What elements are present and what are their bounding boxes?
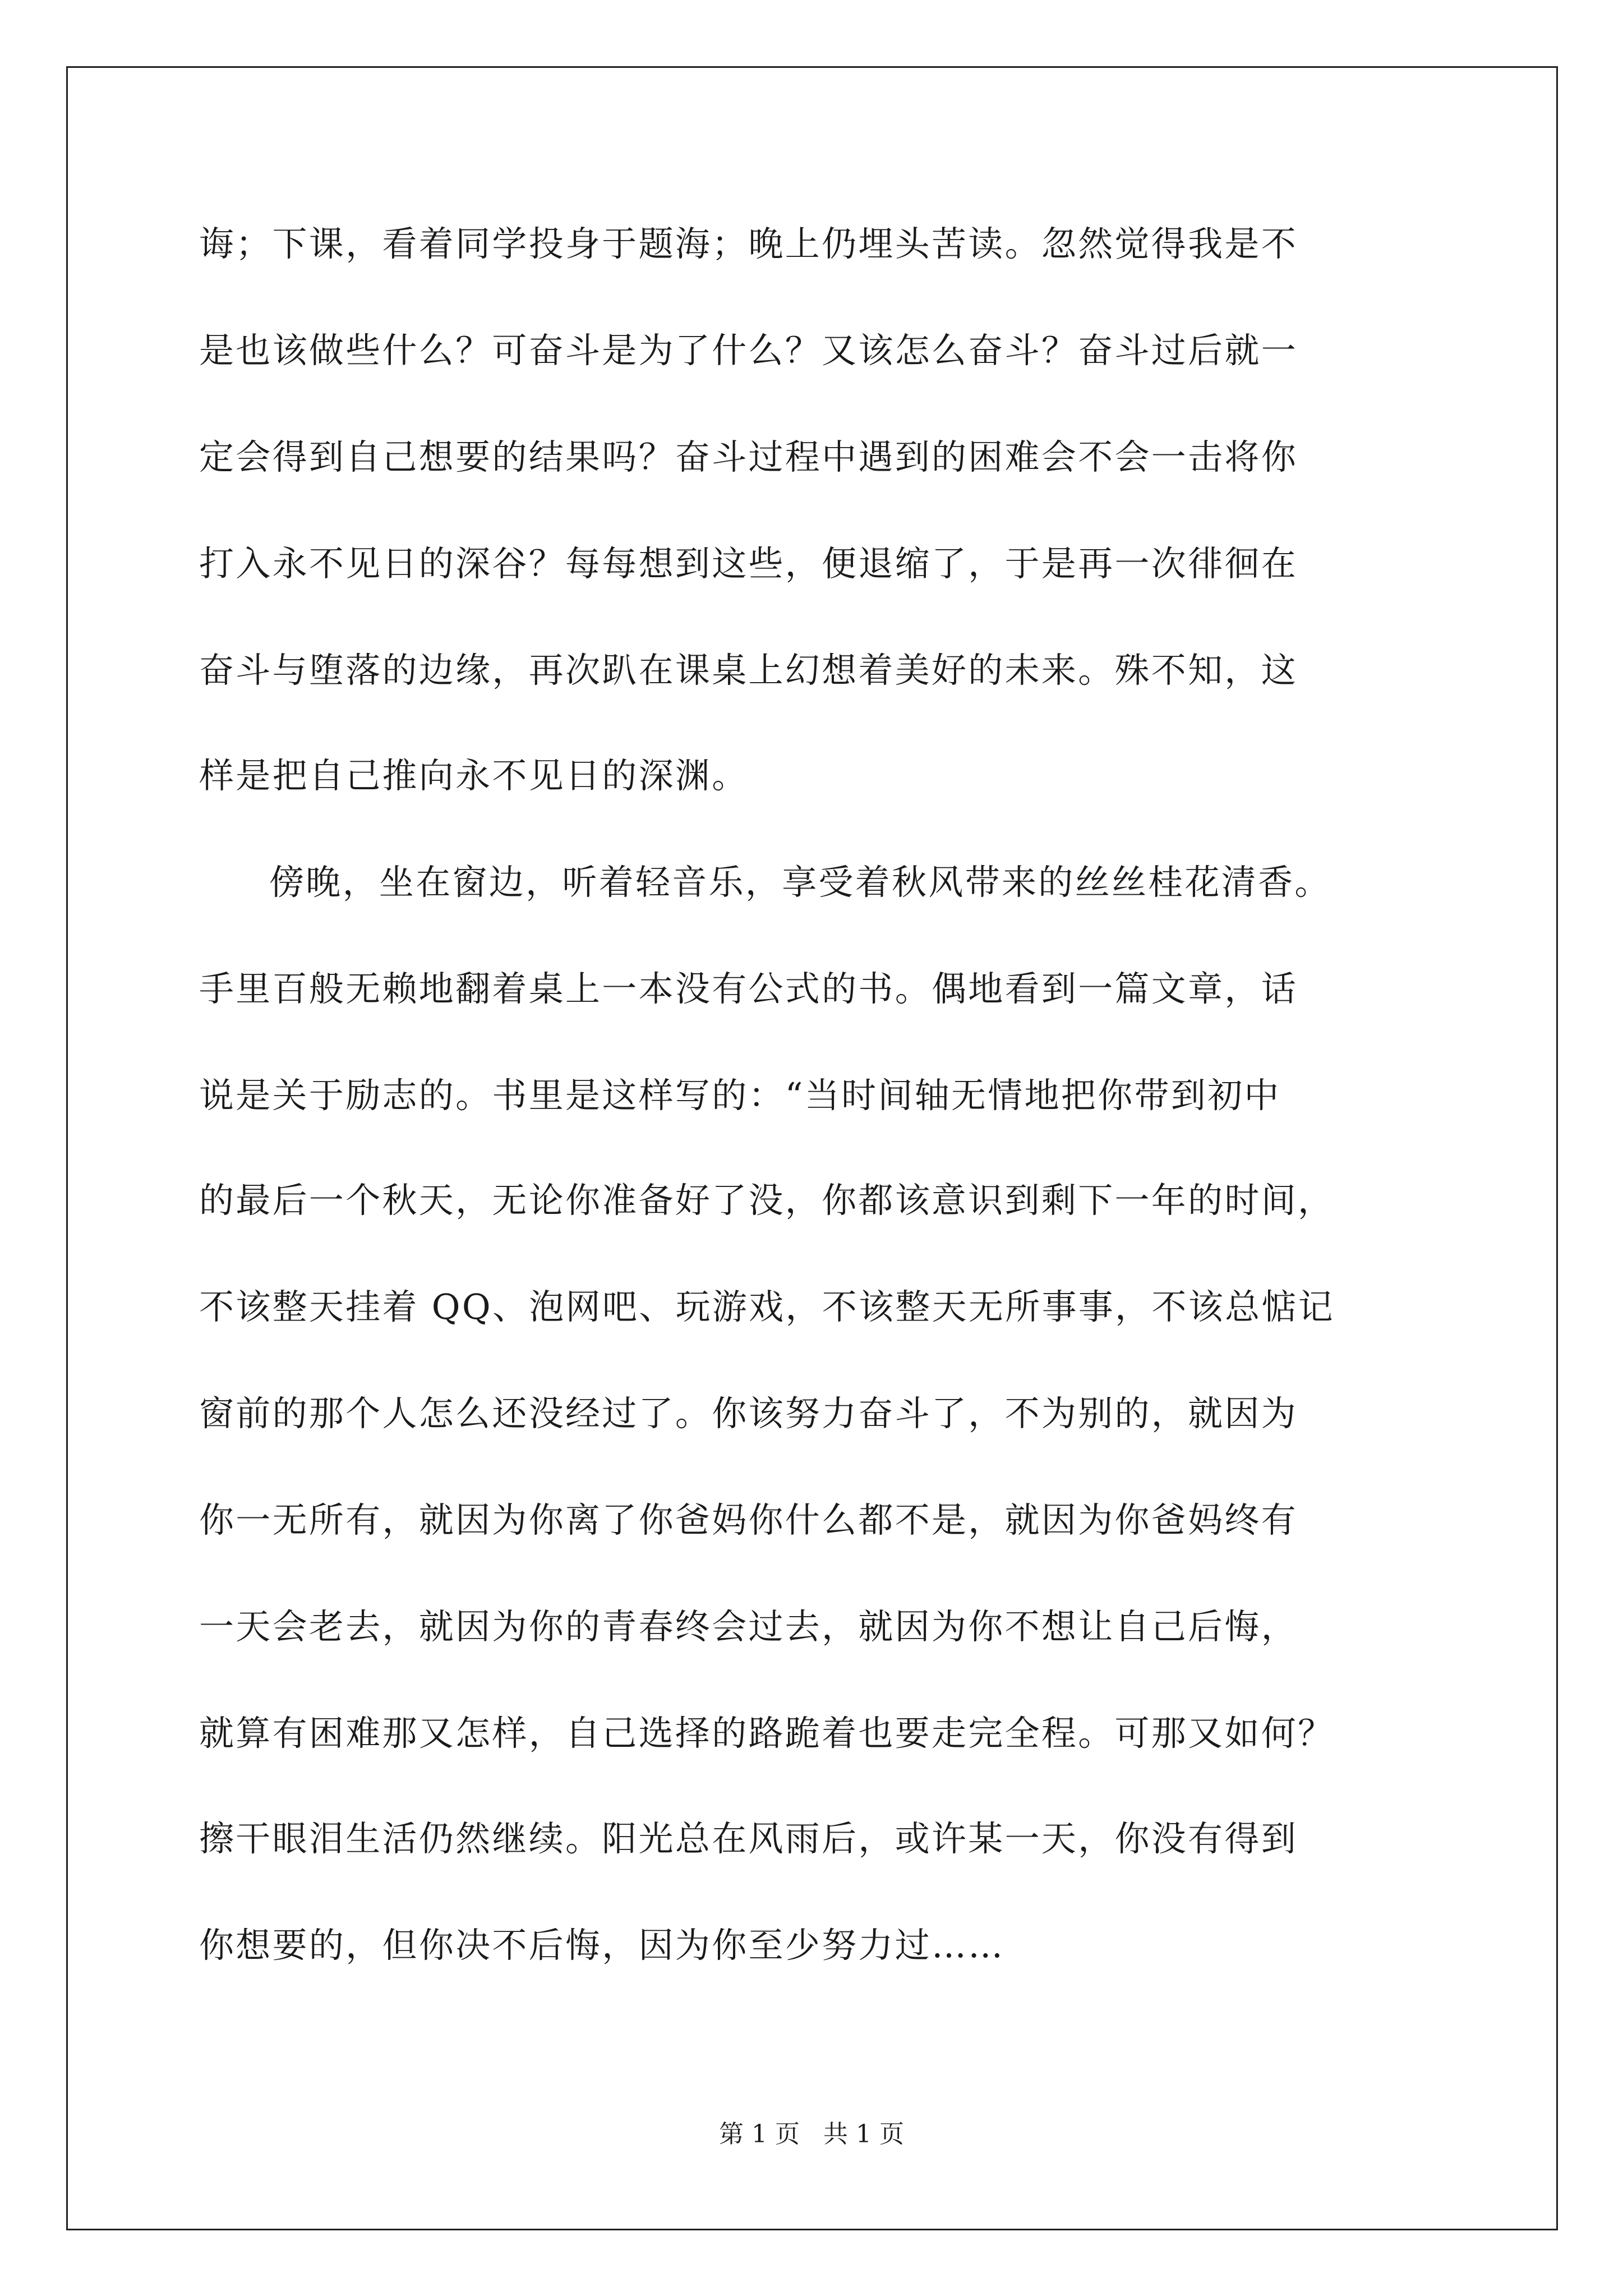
- text-line: 的最后一个秋天，无论你准备好了没，你都该意识到剩下一年的时间，: [199, 1180, 1335, 1221]
- page-number-footer: 第 1 页 共 1 页: [719, 2120, 904, 2148]
- text-line: 样是把自己推向永不见日的深渊。: [199, 755, 749, 796]
- text-line: 奋斗与堕落的边缘，再次趴在课桌上幻想着美好的未来。殊不知，这: [199, 650, 1298, 691]
- text-line: 诲；下课，看着同学投身于题海；晚上仍埋头苦读。忽然觉得我是不: [199, 223, 1298, 264]
- text-line: 擦干眼泪生活仍然继续。阳光总在风雨后，或许某一天，你没有得到: [199, 1818, 1298, 1859]
- text-line: 说是关于励志的。书里是这样写的：“当时间轴无情地把你带到初中: [199, 1075, 1281, 1116]
- paragraph-start-line: 傍晚，坐在窗边，听着轻音乐，享受着秋风带来的丝丝桂花清香。: [269, 862, 1331, 903]
- page-border: [66, 66, 1558, 2230]
- text-line: 你想要的，但你决不后悔，因为你至少努力过……: [199, 1925, 1005, 1966]
- text-line: 窗前的那个人怎么还没经过了。你该努力奋斗了，不为别的，就因为: [199, 1393, 1298, 1434]
- text-line: 手里百般无赖地翻着桌上一本没有公式的书。偶地看到一篇文章，话: [199, 968, 1298, 1009]
- text-line: 不该整天挂着 QQ、泡网吧、玩游戏，不该整天无所事事，不该总惦记: [199, 1286, 1335, 1327]
- text-line: 是也该做些什么？可奋斗是为了什么？又该怎么奋斗？奋斗过后就一: [199, 330, 1298, 371]
- text-line: 就算有困难那又怎样，自己选择的路跪着也要走完全程。可那又如何？: [199, 1713, 1335, 1754]
- text-line: 你一无所有，就因为你离了你爸妈你什么都不是，就因为你爸妈终有: [199, 1499, 1298, 1540]
- text-line: 打入永不见日的深谷？每每想到这些，便退缩了，于是再一次徘徊在: [199, 543, 1298, 584]
- text-line: 一天会老去，就因为你的青春终会过去，就因为你不想让自己后悔，: [199, 1606, 1298, 1647]
- text-line: 定会得到自己想要的结果吗？奋斗过程中遇到的困难会不会一击将你: [199, 436, 1298, 477]
